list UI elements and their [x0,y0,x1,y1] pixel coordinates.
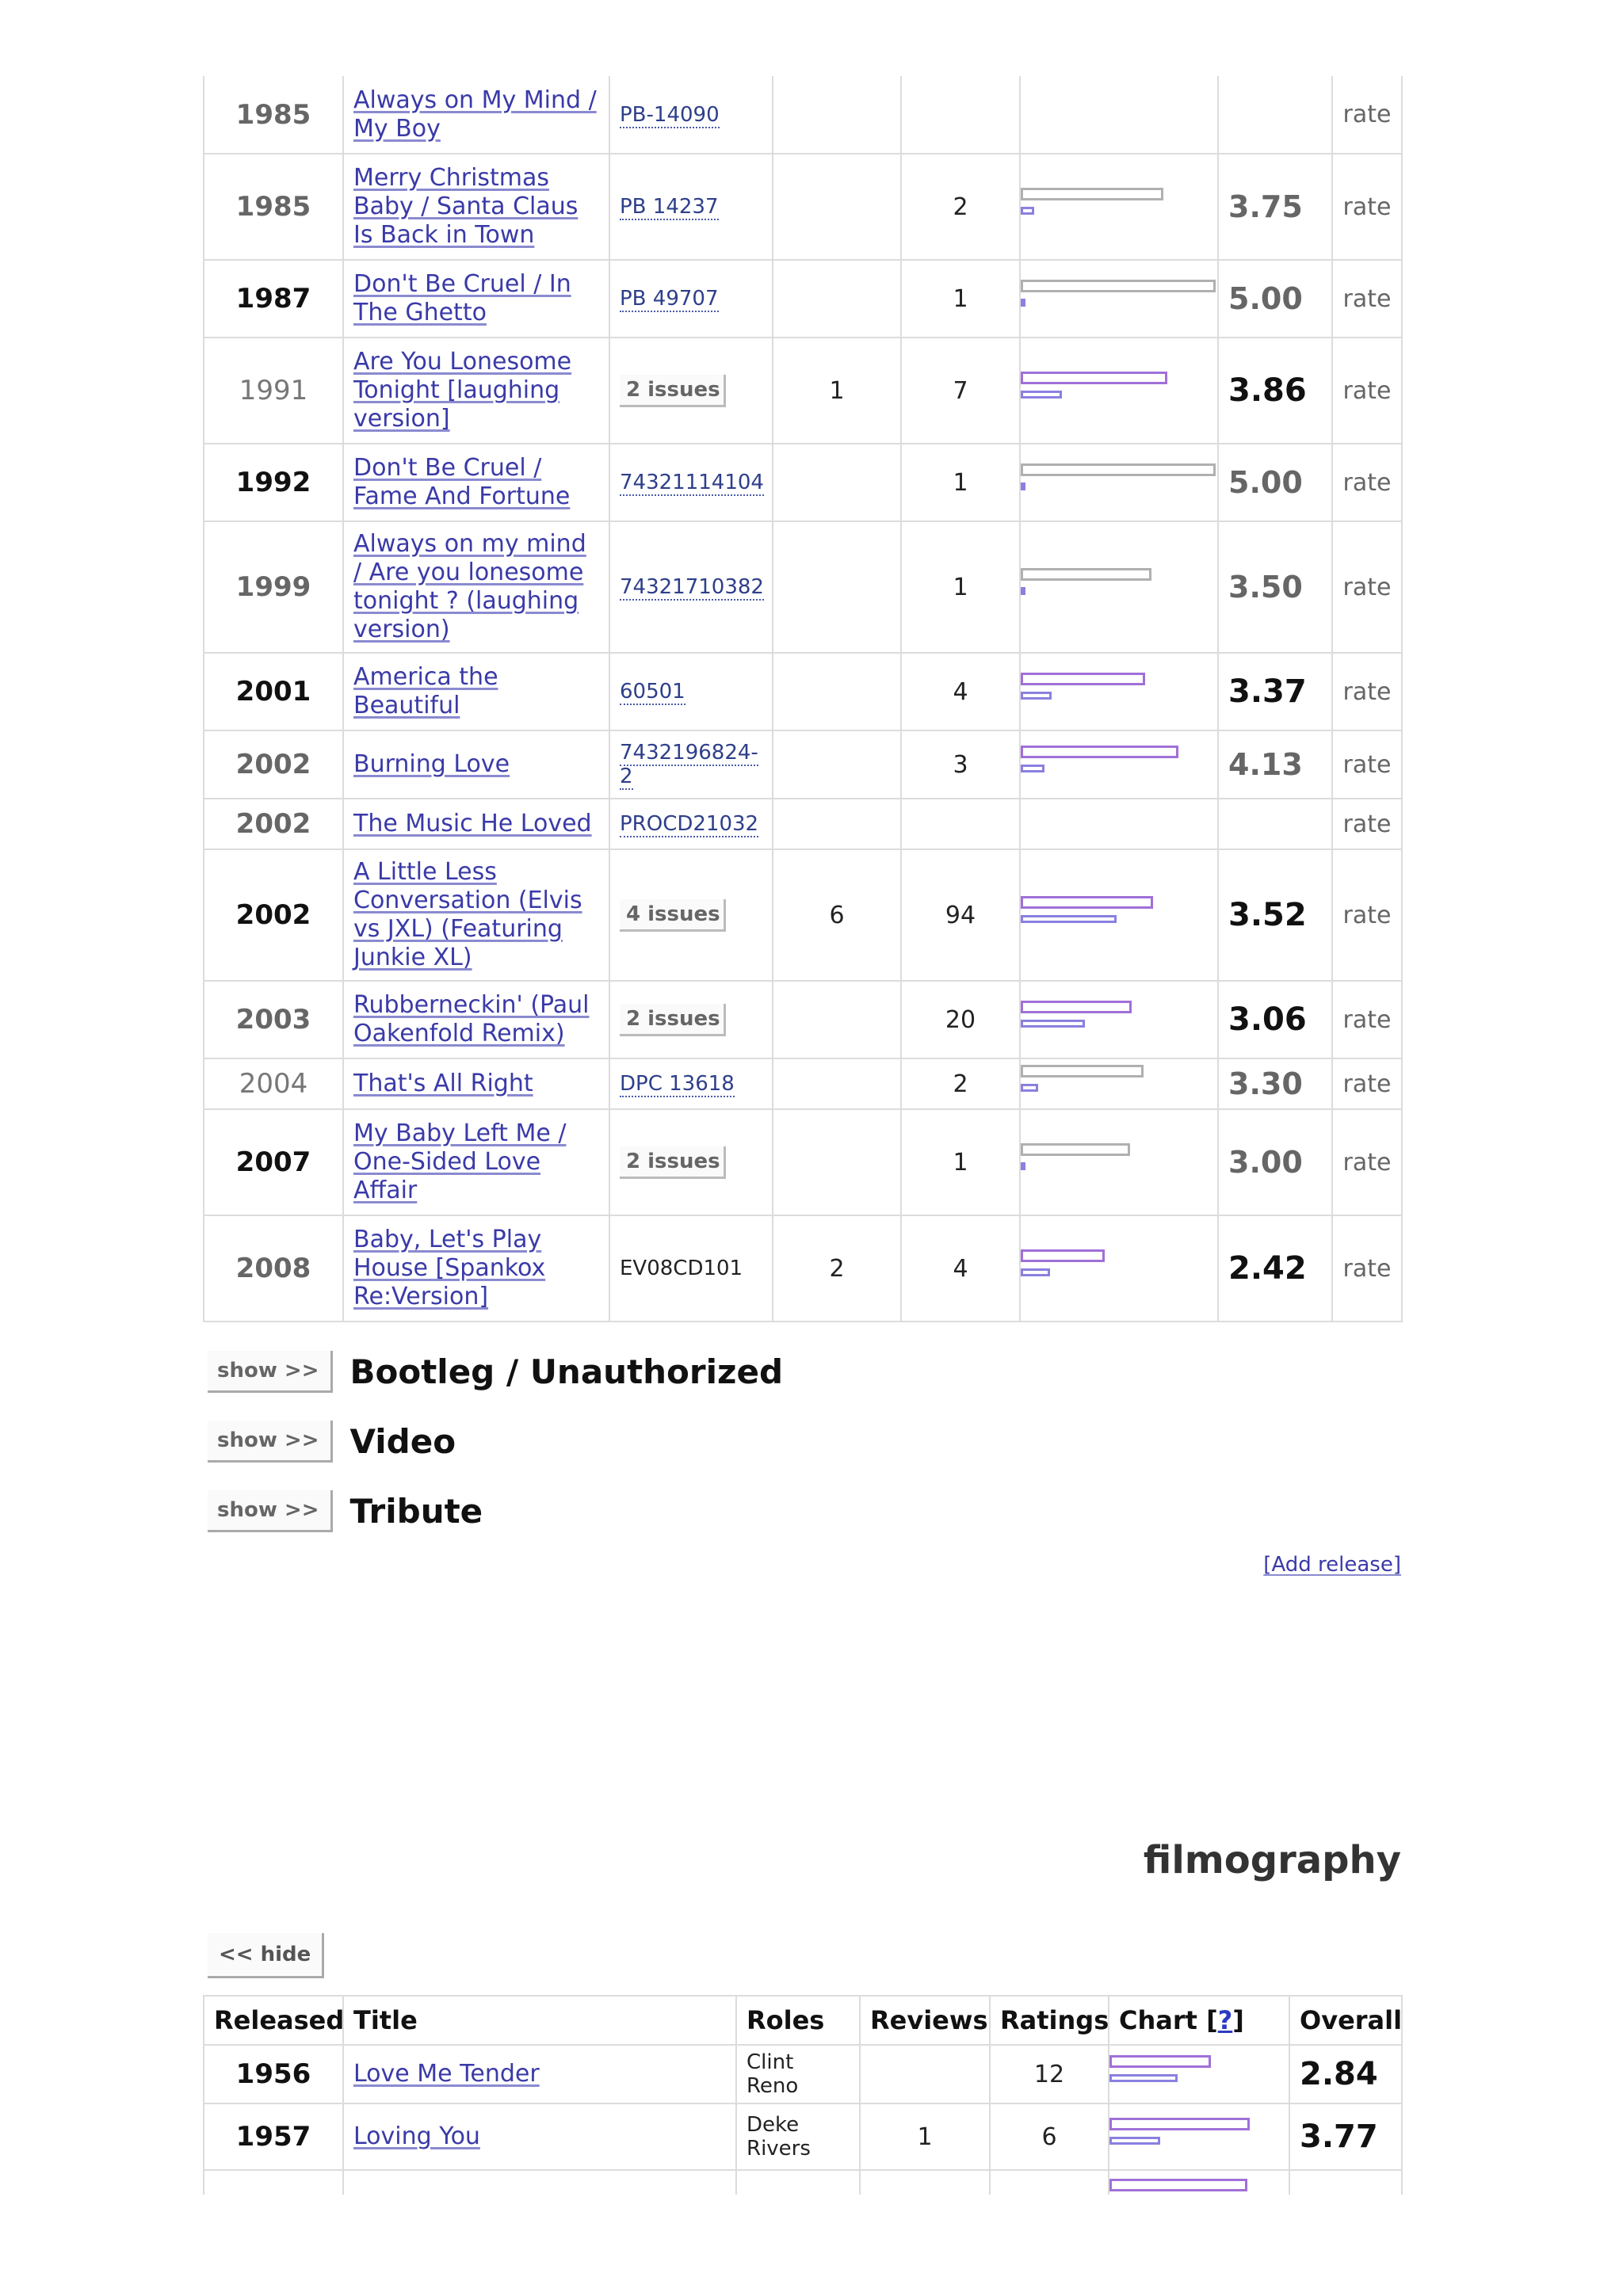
film-overall-score: 2.84 [1289,2045,1402,2103]
rating-chart-cell [1020,799,1218,849]
catalog-number-link[interactable]: PB-14090 [620,102,720,127]
catalog-cell [609,444,773,521]
average-rating-bar [1021,673,1145,685]
average-rating-bar [1109,2179,1247,2191]
single-row [204,849,1402,981]
review-count [773,260,901,338]
average-rating-bar [1021,1001,1132,1013]
overall-score: 3.37 [1218,653,1332,730]
average-rating-bar [1021,1065,1144,1077]
release-year: 1987 [204,260,343,338]
release-title-cell [343,799,609,849]
film-rating-count: 12 [990,2045,1109,2103]
rate-link[interactable]: rate [1342,193,1392,221]
rating-count-bar [1021,391,1062,399]
release-year: 2001 [204,653,343,730]
catalog-number-link[interactable]: 60501 [620,680,685,704]
rating-bars [1021,746,1216,784]
overall-score: 3.50 [1218,521,1332,653]
rating-count [901,76,1020,154]
overall-score: 3.30 [1218,1058,1332,1109]
rating-count: 4 [901,653,1020,730]
rate-cell [1332,76,1402,154]
rate-link[interactable]: rate [1342,573,1392,601]
catalog-number-link[interactable]: PROCD21032 [620,812,759,836]
release-title-link[interactable]: The Music He Loved [353,810,592,837]
rate-link[interactable]: rate [1342,376,1392,405]
release-title-cell [343,260,609,338]
overall-score: 4.13 [1218,730,1332,799]
rating-chart-cell [1020,260,1218,338]
section-video [208,1418,456,1464]
film-review-count [860,2045,990,2103]
header-chart: Chart [?] [1109,1996,1289,2045]
rating-count-bar [1021,587,1025,595]
release-title-link[interactable]: Always on My Mind / My Boy [353,86,597,143]
show-section-button[interactable]: show >> [208,1351,333,1393]
overall-score: 3.06 [1218,981,1332,1058]
catalog-cell [609,981,773,1058]
release-title-link[interactable]: Burning Love [353,750,510,778]
release-title-link[interactable]: Don't Be Cruel / Fame And Fortune [353,454,571,510]
rate-cell [1332,1109,1402,1215]
rating-chart-cell [1020,849,1218,981]
film-role: Clint Reno [736,2045,860,2103]
release-year: 1992 [204,444,343,521]
rating-count: 2 [901,154,1020,260]
rating-count: 4 [901,1215,1020,1322]
overall-score: 2.42 [1218,1215,1332,1322]
catalog-cell [609,653,773,730]
review-count [773,444,901,521]
overall-score [1218,76,1332,154]
catalog-cell [609,799,773,849]
release-title-link[interactable]: Don't Be Cruel / In The Ghetto [353,270,571,326]
release-title-cell [343,444,609,521]
single-row [204,76,1402,154]
rating-chart-cell [1020,338,1218,444]
average-rating-bar [1021,568,1151,581]
overall-score [1218,799,1332,849]
section-tribute [208,1488,483,1534]
rate-link[interactable]: rate [1342,1070,1392,1098]
average-rating-bar [1021,280,1216,292]
header-released[interactable]: Released [204,1996,343,2045]
overall-score: 3.86 [1218,338,1332,444]
catalog-cell [609,849,773,981]
section-title: Video [349,1421,456,1461]
rate-cell [1332,444,1402,521]
release-year: 2004 [204,1058,343,1109]
rating-bars [1109,2055,1304,2093]
rate-link[interactable]: rate [1342,1005,1392,1034]
single-row [204,260,1402,338]
catalog-cell [609,260,773,338]
catalog-cell [609,154,773,260]
rating-chart-cell [1020,653,1218,730]
rating-count: 20 [901,981,1020,1058]
release-title-cell [343,730,609,799]
rating-count-bar [1109,2074,1178,2082]
review-count [773,981,901,1058]
rate-cell [1332,154,1402,260]
film-row [204,2103,1402,2170]
rating-chart-cell [1020,1109,1218,1215]
average-rating-bar [1021,1249,1105,1262]
release-title-link[interactable]: That's All Right [353,1070,533,1097]
rating-bars [1021,188,1216,226]
rating-count-bar [1021,765,1044,772]
rating-bars [1021,568,1216,606]
rating-bars [1021,280,1216,318]
average-rating-bar [1109,2118,1250,2130]
single-row [204,1215,1402,1322]
film-review-count: 1 [860,2103,990,2170]
film-row [204,2045,1402,2103]
rating-count-bar [1021,915,1117,923]
release-title-cell [343,1215,609,1322]
singles-table [203,76,1403,1322]
release-title-cell [343,338,609,444]
film-title-link[interactable]: Loving You [353,2122,480,2150]
release-year: 2002 [204,849,343,981]
film-rating-count: 6 [990,2103,1109,2170]
rating-chart-cell [1109,2045,1289,2103]
rate-cell [1332,653,1402,730]
film-year: 1957 [204,2103,343,2170]
release-year: 2002 [204,730,343,799]
film-title-cell [343,2045,736,2103]
review-count [773,653,901,730]
single-row [204,730,1402,799]
rating-bars [1021,673,1216,711]
rate-link[interactable]: rate [1342,750,1392,779]
rating-count-bar [1021,1162,1025,1170]
rating-count-bar [1021,1020,1085,1028]
release-title-cell [343,154,609,260]
single-row [204,1058,1402,1109]
section-title: Tribute [349,1491,483,1531]
show-section-button[interactable]: show >> [208,1490,333,1532]
release-year: 1999 [204,521,343,653]
rate-link[interactable]: rate [1342,677,1392,706]
rating-bars [1021,372,1216,410]
rate-cell [1332,981,1402,1058]
review-count [773,154,901,260]
rating-chart-cell [1109,2103,1289,2170]
rating-chart-cell [1020,521,1218,653]
release-title-link[interactable]: Merry Christmas Baby / Santa Claus Is Back in Town [353,164,579,249]
catalog-number: EV08CD101 [620,1257,743,1280]
rating-count: 1 [901,444,1020,521]
filmography-header-row [204,1996,1402,2045]
filmography-table [203,1995,1403,2210]
rating-chart-cell [1020,1058,1218,1109]
catalog-cell [609,521,773,653]
release-year: 2003 [204,981,343,1058]
rate-link[interactable]: rate [1342,1148,1392,1177]
issues-button[interactable]: 4 issues [620,899,726,932]
page-bottom [0,2195,1623,2296]
release-title-cell [343,1058,609,1109]
catalog-number-link[interactable]: PB 49707 [620,287,719,311]
catalog-cell [609,730,773,799]
rate-cell [1332,521,1402,653]
catalog-cell [609,1109,773,1215]
single-row [204,799,1402,849]
overall-score: 5.00 [1218,444,1332,521]
release-title-cell [343,76,609,154]
single-row [204,444,1402,521]
review-count: 2 [773,1215,901,1322]
film-title-link[interactable]: Love Me Tender [353,2060,540,2088]
hide-filmography-button[interactable]: << hide [208,1933,324,1978]
release-year: 2007 [204,1109,343,1215]
header-roles[interactable]: Roles [736,1996,860,2045]
rate-link[interactable]: rate [1342,284,1392,313]
film-overall-score: 3.77 [1289,2103,1402,2170]
filmography-heading: filmography [1143,1838,1401,1882]
release-title-link[interactable]: Baby, Let's Play House [Spankox Re:Version] [353,1226,546,1310]
add-release-link[interactable]: [Add release] [1263,1553,1401,1577]
rating-count-bar [1021,207,1034,215]
average-rating-bar [1021,463,1216,476]
rating-count-bar [1021,1084,1038,1092]
rate-link[interactable]: rate [1342,101,1392,128]
review-count [773,799,901,849]
rating-chart-cell [1020,730,1218,799]
catalog-cell [609,1058,773,1109]
issues-button[interactable]: 2 issues [620,1146,726,1179]
average-rating-bar [1021,188,1163,200]
release-title-cell [343,1109,609,1215]
rate-link[interactable]: rate [1342,468,1392,497]
release-title-link[interactable]: America the Beautiful [353,663,498,719]
rate-cell [1332,260,1402,338]
single-row [204,981,1402,1058]
rating-count: 7 [901,338,1020,444]
rate-link[interactable]: rate [1342,901,1392,929]
release-year: 1991 [204,338,343,444]
review-count [773,76,901,154]
rating-count: 94 [901,849,1020,981]
film-role: Deke Rivers [736,2103,860,2170]
rating-bars [1021,463,1216,502]
single-row [204,154,1402,260]
rate-cell [1332,849,1402,981]
rating-count: 1 [901,260,1020,338]
issues-button[interactable]: 2 issues [620,375,726,407]
catalog-number-link[interactable]: 74321710382 [620,575,764,599]
rating-count [901,799,1020,849]
review-count [773,730,901,799]
rating-count-bar [1021,1268,1050,1276]
rating-count: 1 [901,521,1020,653]
release-title-link[interactable]: Are You Lonesome Tonight [laughing version] [353,348,572,433]
rating-chart-cell [1020,154,1218,260]
average-rating-bar [1021,1143,1130,1156]
catalog-number-link[interactable]: 7432196824-2 [620,741,758,788]
single-row [204,521,1402,653]
header-ratings[interactable]: Ratings [990,1996,1109,2045]
average-rating-bar [1021,372,1167,384]
rate-cell [1332,730,1402,799]
header-title[interactable]: Title [343,1996,736,2045]
rate-cell [1332,1058,1402,1109]
rating-count: 2 [901,1058,1020,1109]
overall-score: 5.00 [1218,260,1332,338]
rate-cell [1332,799,1402,849]
catalog-cell [609,1215,773,1322]
rating-bars [1021,896,1216,934]
single-row [204,338,1402,444]
catalog-cell [609,76,773,154]
average-rating-bar [1021,746,1178,758]
issues-button[interactable]: 2 issues [620,1004,726,1036]
rating-bars [1021,1249,1216,1287]
rate-cell [1332,338,1402,444]
release-title-link[interactable]: A Little Less Conversation (Elvis vs JXL) (Featuring Junkie XL) [353,858,582,971]
rating-bars [1021,1001,1216,1039]
header-reviews[interactable]: Reviews [860,1996,990,2045]
rating-count-bar [1109,2137,1160,2145]
film-title-cell [343,2103,736,2170]
review-count [773,1058,901,1109]
rating-count: 1 [901,1109,1020,1215]
rating-bars [1109,2118,1304,2156]
rating-count: 3 [901,730,1020,799]
review-count [773,1109,901,1215]
release-title-link[interactable]: Rubberneckin' (Paul Oakenfold Remix) [353,991,590,1047]
overall-score: 3.00 [1218,1109,1332,1215]
catalog-cell [609,338,773,444]
section-bootleg-unauthorized [208,1348,783,1394]
film-year: 1956 [204,2045,343,2103]
overall-score: 3.75 [1218,154,1332,260]
release-title-cell [343,981,609,1058]
release-title-cell [343,521,609,653]
release-year: 1985 [204,76,343,154]
release-title-cell [343,849,609,981]
release-title-link[interactable]: My Baby Left Me / One-Sided Love Affair [353,1119,567,1204]
catalog-number-link[interactable]: 74321114104 [620,471,764,494]
release-year: 2002 [204,799,343,849]
chart-help-link[interactable]: ? [1217,2005,1233,2035]
rating-count-bar [1021,482,1025,490]
release-title-cell [343,653,609,730]
average-rating-bar [1021,896,1153,909]
rating-count-bar [1021,299,1025,307]
show-section-button[interactable]: show >> [208,1421,333,1463]
single-row [204,1109,1402,1215]
rate-link[interactable]: rate [1342,1254,1392,1283]
review-count [773,521,901,653]
rating-chart-cell [1020,1215,1218,1322]
review-count: 1 [773,338,901,444]
rating-chart-cell [1020,981,1218,1058]
single-row [204,653,1402,730]
catalog-number-link[interactable]: PB 14237 [620,195,719,219]
release-year: 2008 [204,1215,343,1322]
header-overall[interactable]: Overall [1289,1996,1402,2045]
catalog-number-link[interactable]: DPC 13618 [620,1072,735,1096]
rating-chart-cell [1020,76,1218,154]
rate-link[interactable]: rate [1342,810,1392,838]
rating-chart-cell [1020,444,1218,521]
rate-cell [1332,1215,1402,1322]
release-year: 1985 [204,154,343,260]
section-title: Bootleg / Unauthorized [349,1352,784,1391]
rating-count-bar [1021,692,1052,700]
release-title-link[interactable]: Always on my mind / Are you lonesome tonight ? (laughing version) [353,530,586,643]
review-count: 6 [773,849,901,981]
overall-score: 3.52 [1218,849,1332,981]
rating-bars [1021,1065,1216,1103]
rating-bars [1021,1143,1216,1181]
average-rating-bar [1109,2055,1211,2068]
